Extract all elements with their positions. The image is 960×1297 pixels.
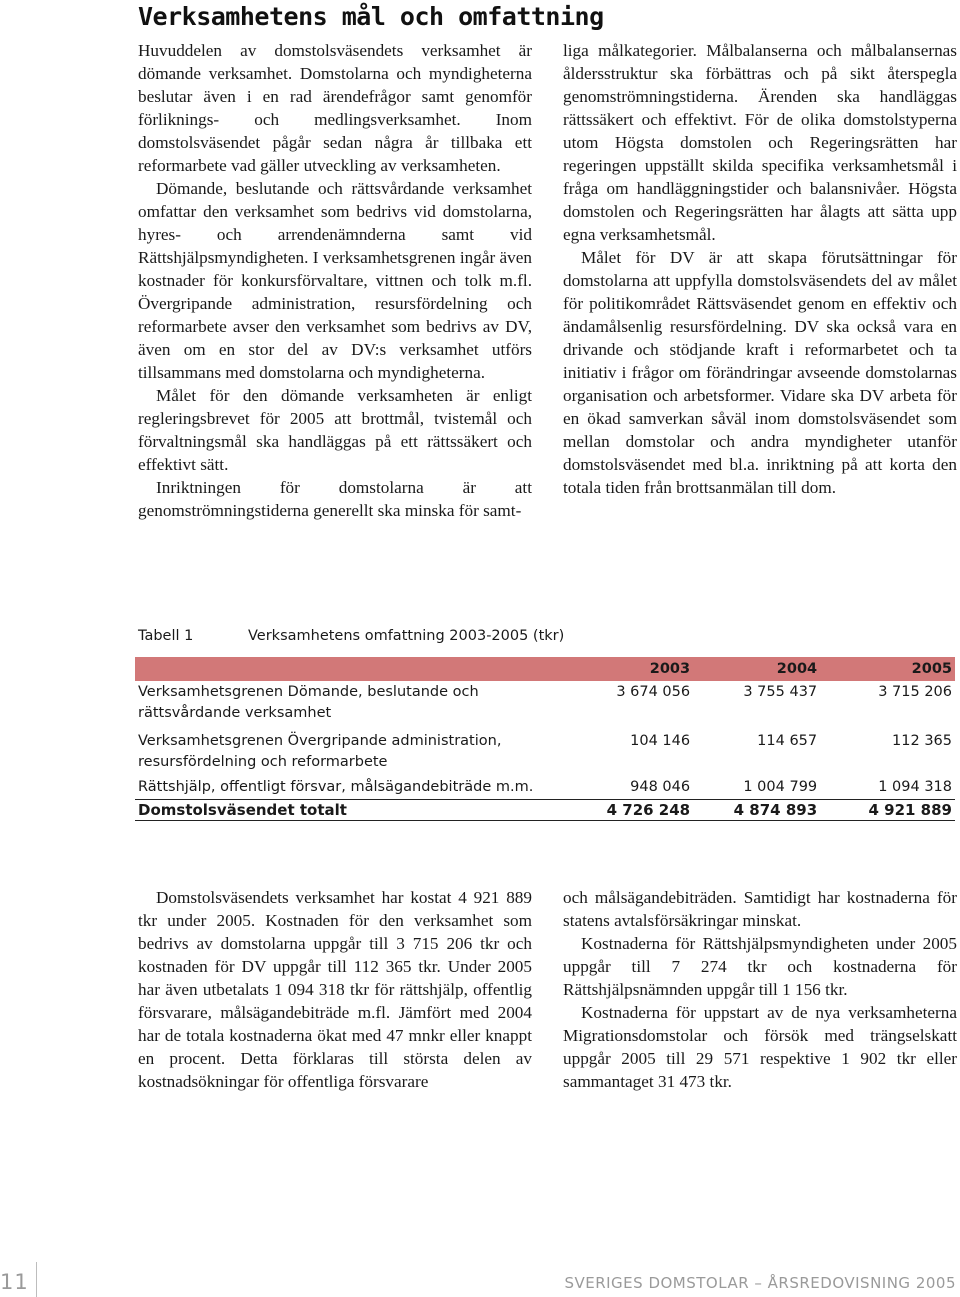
cell-value: 112 365 — [892, 733, 952, 749]
paragraph: Målet för DV är att skapa förutsättningar för domstolarna att uppfylla domstolsväsendets del av målet för politikområdet Rättsväsendet genom en effektiv och ändamålsenlig resursfördelning. DV ska också vara en drivande och stödjande kraft i reformarbetet och ta initiativ i frågor om förändringar avseende domstolarnas organisation och arbetsformer. Vidare ska DV arbeta för en ökad samverkan såväl inom domstolsväsendet som mellan domstolar och andra myndigheter utanför domstolsväsendet med bl.a. inriktning på att korta den totala tiden från brottsanmälan till dom. — [563, 248, 957, 497]
row-label: Rättshjälp, offentligt försvar, målsägandebiträde m.m. — [138, 779, 534, 795]
table-title: Verksamhetens omfattning 2003-2005 (tkr) — [248, 628, 565, 644]
body-column-1 — [138, 39, 532, 522]
paragraph: Huvuddelen av domstolsväsendets verksamhet är dömande verksamhet. Domstolarna och myndigheterna beslutar även i en rad ärendefrågor samt genomför förliknings- och medlingsverksamhet. Inom domstolsväsendet pågår sedan några år tillbaka ett reformarbete vad gäller utveckling av verksamheten. — [138, 41, 532, 175]
cell-value: 3 674 056 — [616, 684, 691, 700]
cell-value: 3 715 206 — [878, 684, 952, 700]
table-row — [135, 731, 955, 773]
total-value: 4 726 248 — [606, 801, 691, 819]
table-row — [135, 777, 955, 798]
paragraph: Kostnaderna för uppstart av de nya verksamheterna Migrationsdomstolar och försök med trängselskatt uppgår 2005 till 29 571 respektive 1 902 tkr eller sammantaget 31 473 tkr. — [563, 1003, 957, 1091]
cost-table — [135, 657, 955, 821]
body-column-2 — [563, 39, 957, 499]
table-row — [135, 682, 955, 724]
year-header: 2005 — [911, 660, 952, 677]
running-footer: SVERIGES DOMSTOLAR – ÅRSREDOVISNING 2005 — [564, 1274, 956, 1292]
row-label: Verksamhetsgrenen Dömande, beslutande och rättsvårdande verksamhet — [138, 684, 479, 721]
cell-value: 3 755 437 — [743, 684, 818, 700]
table-caption — [138, 626, 958, 646]
paragraph: och målsägandebiträden. Samtidigt har kostnaderna för statens avtalsförsäkringar minskat. — [563, 888, 957, 930]
paragraph: Målet för den dömande verksamheten är enligt regleringsbrevet för 2005 att brottmål, tvistemål och förvaltningsmål ska handläggas på ett rättssäkert och effektivt sätt. — [138, 386, 532, 474]
body-column-3 — [138, 886, 532, 1093]
paragraph: Kostnaderna för Rättshjälpsmyndigheten under 2005 uppgår till 7 274 tkr och kostnaderna för Rättshjälpsnämnden uppgår till 1 156 tkr. — [563, 934, 957, 999]
body-column-4 — [563, 886, 957, 1093]
row-label: Verksamhetsgrenen Övergripande administration, resursfördelning och reformarbete — [138, 733, 502, 770]
cell-value: 114 657 — [757, 733, 818, 749]
total-value: 4 921 889 — [868, 801, 952, 819]
paragraph: Dömande, beslutande och rättsvårdande verksamhet omfattar den verksamhet som bedrivs vid domstolarna, hyres- och arrendenämnderna samt vid Rättshjälpsmyndigheten. I verksamhetsgrenen ingår även kostnader för konkursförvaltare, vittnen och tolk m.fl. Övergripande administration, resursfördelning och reformarbete avser den verksamhet som bedrivs av DV, även om en stor del av DV:s verksamhet utförs tillsammans med domstolarna och myndigheterna. — [138, 179, 532, 382]
table-header-row — [135, 657, 955, 681]
table-number: Tabell 1 — [138, 628, 194, 644]
footer-divider — [36, 1262, 37, 1297]
table-total-row — [135, 799, 955, 821]
cell-value: 1 094 318 — [878, 779, 952, 795]
cell-value: 948 046 — [630, 779, 691, 795]
paragraph: liga målkategorier. Målbalanserna och målbalansernas åldersstruktur ska förbättras och på sikt återspegla genomströmningstiderna. Ärenden ska handläggas rättssäkert och effektivt. För de olika domstolstyperna utom Högsta domstolen och Regeringsrätten har regeringen uppställt skilda specifika verksamhetsmål i fråga om handläggningstider och balansnivåer. Högsta domstolen och Regeringsrätten har ålagts att sätta upp egna verksamhetsmål. — [563, 41, 957, 244]
total-label: Domstolsväsendet totalt — [138, 801, 347, 819]
page-title: Verksamhetens mål och omfattning — [138, 2, 604, 31]
paragraph: Inriktningen för domstolarna är att genomströmningstiderna generellt ska minska för samt- — [138, 478, 532, 520]
paragraph: Domstolsväsendets verksamhet har kostat 4 921 889 tkr under 2005. Kostnaden för den verksamhet som bedrivs av domstolarna uppgår till 3 715 206 tkr och kostnaden för DV uppgår till 112 365 tkr. Under 2005 har även utbetalats 1 094 318 tkr för rättshjälp, offentlig försvarare, målsägandebiträde m.fl. Jämfört med 2004 har de totala kostnaderna ökat med 47 mnkr eller knappt en procent. Detta förklaras till största delen av kostnadsökningar för offentliga försvarare — [138, 888, 532, 1091]
page-number: 11 — [0, 1270, 29, 1294]
total-value: 4 874 893 — [733, 801, 818, 819]
year-header: 2004 — [776, 660, 818, 677]
cell-value: 104 146 — [630, 733, 691, 749]
year-header: 2003 — [649, 660, 691, 677]
cell-value: 1 004 799 — [743, 779, 818, 795]
